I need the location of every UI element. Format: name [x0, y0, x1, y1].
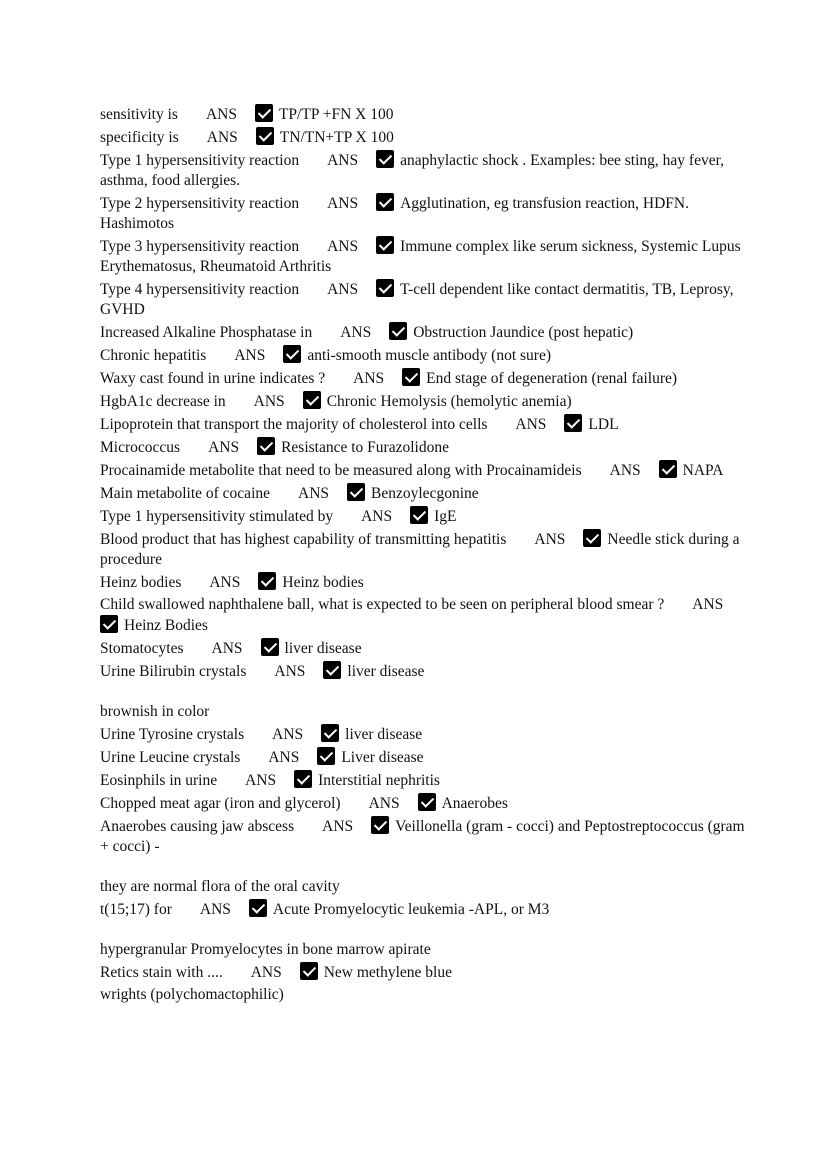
qa-item — [100, 459, 750, 482]
checkbox-checked-icon — [300, 962, 318, 980]
checkbox-checked-icon — [659, 460, 677, 478]
note-line: they are normal flora of the oral cavity — [100, 878, 340, 895]
question-text: Type 1 hypersensitivity stimulated by — [100, 508, 334, 525]
answer-text: Anaerobes — [441, 795, 508, 812]
checkbox-checked-icon — [418, 793, 436, 811]
answer-text: Obstruction Jaundice (post hepatic) — [413, 324, 634, 341]
answer-text: anaphylactic shock . Examples: bee sting, hay fever, asthma, food allergies. — [100, 152, 724, 189]
ans-label: ANS — [322, 818, 354, 835]
answer-text: Interstitial nephritis — [318, 772, 440, 789]
checkbox-checked-icon — [100, 615, 118, 633]
qa-item — [100, 815, 750, 858]
checkbox-checked-icon — [376, 279, 394, 297]
checkbox-checked-icon — [283, 345, 301, 363]
question-text: specificity is — [100, 129, 179, 146]
qa-item — [100, 637, 750, 660]
question-text: sensitivity is — [100, 106, 178, 123]
qa-item — [100, 413, 750, 436]
ans-label: ANS — [274, 663, 306, 680]
ans-label: ANS — [327, 195, 359, 212]
checkbox-checked-icon — [371, 816, 389, 834]
qa-item — [100, 278, 750, 321]
question-text: Blood product that has highest capability of transmitting hepatitis — [100, 531, 507, 548]
qa-document — [100, 103, 750, 1006]
question-text: Lipoprotein that transport the majority of cholesterol into cells — [100, 416, 488, 433]
qa-item — [100, 235, 750, 278]
checkbox-checked-icon — [564, 414, 582, 432]
ans-label: ANS — [208, 439, 240, 456]
answer-text: New methylene blue — [323, 964, 452, 981]
question-text: Micrococcus — [100, 439, 181, 456]
answer-text: liver disease — [284, 640, 362, 657]
answer-text: anti-smooth muscle antibody (not sure) — [307, 347, 551, 364]
spacer — [100, 858, 750, 876]
ans-label: ANS — [209, 574, 241, 591]
qa-item — [100, 594, 750, 637]
ans-label: ANS — [206, 129, 238, 146]
ans-label: ANS — [609, 462, 641, 479]
qa-item — [100, 321, 750, 344]
question-text: Chopped meat agar (iron and glycerol) — [100, 795, 341, 812]
checkbox-checked-icon — [257, 437, 275, 455]
ans-label: ANS — [361, 508, 393, 525]
answer-text: Agglutination, eg transfusion reaction, HDFN. Hashimotos — [100, 195, 689, 232]
qa-item — [100, 192, 750, 235]
note-line: brownish in color — [100, 703, 210, 720]
checkbox-checked-icon — [376, 150, 394, 168]
qa-item — [100, 344, 750, 367]
question-text: Anaerobes causing jaw abscess — [100, 818, 295, 835]
ans-label: ANS — [353, 370, 385, 387]
qa-item — [100, 482, 750, 505]
checkbox-checked-icon — [583, 529, 601, 547]
ans-label: ANS — [515, 416, 547, 433]
qa-item — [100, 436, 750, 459]
qa-item — [100, 126, 750, 149]
question-text: Stomatocytes — [100, 640, 184, 657]
spacer — [100, 683, 750, 701]
ans-label: ANS — [298, 485, 330, 502]
question-text: Procainamide metabolite that need to be measured along with Procainamideis — [100, 462, 582, 479]
answer-text: LDL — [588, 416, 619, 433]
ans-label: ANS — [368, 795, 400, 812]
ans-label: ANS — [327, 238, 359, 255]
qa-item — [100, 367, 750, 390]
answer-text: Benzoylecgonine — [371, 485, 479, 502]
question-text: Waxy cast found in urine indicates ? — [100, 370, 326, 387]
answer-text: Heinz Bodies — [124, 617, 208, 634]
ans-label: ANS — [534, 531, 566, 548]
ans-label: ANS — [211, 640, 243, 657]
checkbox-checked-icon — [402, 368, 420, 386]
qa-item — [100, 505, 750, 528]
ans-label: ANS — [253, 393, 285, 410]
question-text: Child swallowed naphthalene ball, what is expected to be seen on peripheral blood smear ? — [100, 596, 665, 613]
checkbox-checked-icon — [303, 391, 321, 409]
answer-text: liver disease — [347, 663, 425, 680]
ans-label: ANS — [327, 152, 359, 169]
answer-text: NAPA — [682, 462, 724, 479]
checkbox-checked-icon — [258, 572, 276, 590]
answer-text: T-cell dependent like contact dermatitis, TB, Leprosy, GVHD — [100, 281, 734, 318]
question-text: Retics stain with .... — [100, 964, 223, 981]
checkbox-checked-icon — [255, 104, 273, 122]
checkbox-checked-icon — [323, 661, 341, 679]
qa-item — [100, 390, 750, 413]
question-text: Urine Bilirubin crystals — [100, 663, 247, 680]
question-text: Type 4 hypersensitivity reaction — [100, 281, 300, 298]
qa-item — [100, 528, 750, 571]
ans-label: ANS — [327, 281, 359, 298]
checkbox-checked-icon — [261, 638, 279, 656]
question-text: Heinz bodies — [100, 574, 182, 591]
question-text: Urine Leucine crystals — [100, 749, 241, 766]
plain-line: wrights (polychomactophilic) — [100, 986, 284, 1003]
ans-label: ANS — [199, 901, 231, 918]
answer-text: Acute Promyelocytic leukemia -APL, or M3 — [272, 901, 550, 918]
ans-label: ANS — [272, 726, 304, 743]
answer-text: Veillonella (gram - cocci) and Peptostreptococcus (gram + cocci) - — [100, 818, 745, 855]
question-text: t(15;17) for — [100, 901, 172, 918]
answer-text: TN/TN+TP X 100 — [279, 129, 394, 146]
qa-item — [100, 898, 750, 921]
spacer — [100, 921, 750, 939]
answer-text: End stage of degeneration (renal failure) — [426, 370, 678, 387]
qa-item — [100, 961, 750, 984]
checkbox-checked-icon — [376, 193, 394, 211]
ans-label: ANS — [268, 749, 300, 766]
answer-text: Heinz bodies — [282, 574, 364, 591]
checkbox-checked-icon — [347, 483, 365, 501]
answer-text: Needle stick during a procedure — [100, 531, 740, 568]
qa-item — [100, 769, 750, 792]
checkbox-checked-icon — [376, 236, 394, 254]
qa-item — [100, 571, 750, 594]
question-text: HgbA1c decrease in — [100, 393, 226, 410]
qa-item — [100, 746, 750, 769]
ans-label: ANS — [340, 324, 372, 341]
checkbox-checked-icon — [256, 127, 274, 145]
question-text: Main metabolite of cocaine — [100, 485, 271, 502]
answer-text: IgE — [434, 508, 457, 525]
checkbox-checked-icon — [321, 724, 339, 742]
note-line: hypergranular Promyelocytes in bone marrow apirate — [100, 941, 431, 958]
question-text: Type 1 hypersensitivity reaction — [100, 152, 300, 169]
question-text: Chronic hepatitis — [100, 347, 207, 364]
answer-text: Immune complex like serum sickness, Systemic Lupus Erythematosus, Rheumatoid Arthritis — [100, 238, 741, 275]
checkbox-checked-icon — [249, 899, 267, 917]
question-text: Increased Alkaline Phosphatase in — [100, 324, 313, 341]
qa-item — [100, 660, 750, 683]
answer-text: liver disease — [345, 726, 423, 743]
ans-label: ANS — [250, 964, 282, 981]
question-text: Type 2 hypersensitivity reaction — [100, 195, 300, 212]
ans-label: ANS — [205, 106, 237, 123]
ans-label: ANS — [234, 347, 266, 364]
checkbox-checked-icon — [294, 770, 312, 788]
qa-item — [100, 103, 750, 126]
question-text: Type 3 hypersensitivity reaction — [100, 238, 300, 255]
qa-item — [100, 723, 750, 746]
checkbox-checked-icon — [410, 506, 428, 524]
qa-item — [100, 149, 750, 192]
answer-text: Resistance to Furazolidone — [281, 439, 449, 456]
checkbox-checked-icon — [317, 747, 335, 765]
checkbox-checked-icon — [389, 322, 407, 340]
ans-label: ANS — [692, 596, 724, 613]
answer-text: TP/TP +FN X 100 — [278, 106, 394, 123]
question-text: Urine Tyrosine crystals — [100, 726, 245, 743]
question-text: Eosinphils in urine — [100, 772, 218, 789]
answer-text: Liver disease — [341, 749, 424, 766]
qa-item — [100, 792, 750, 815]
ans-label: ANS — [245, 772, 277, 789]
answer-text: Chronic Hemolysis (hemolytic anemia) — [326, 393, 572, 410]
